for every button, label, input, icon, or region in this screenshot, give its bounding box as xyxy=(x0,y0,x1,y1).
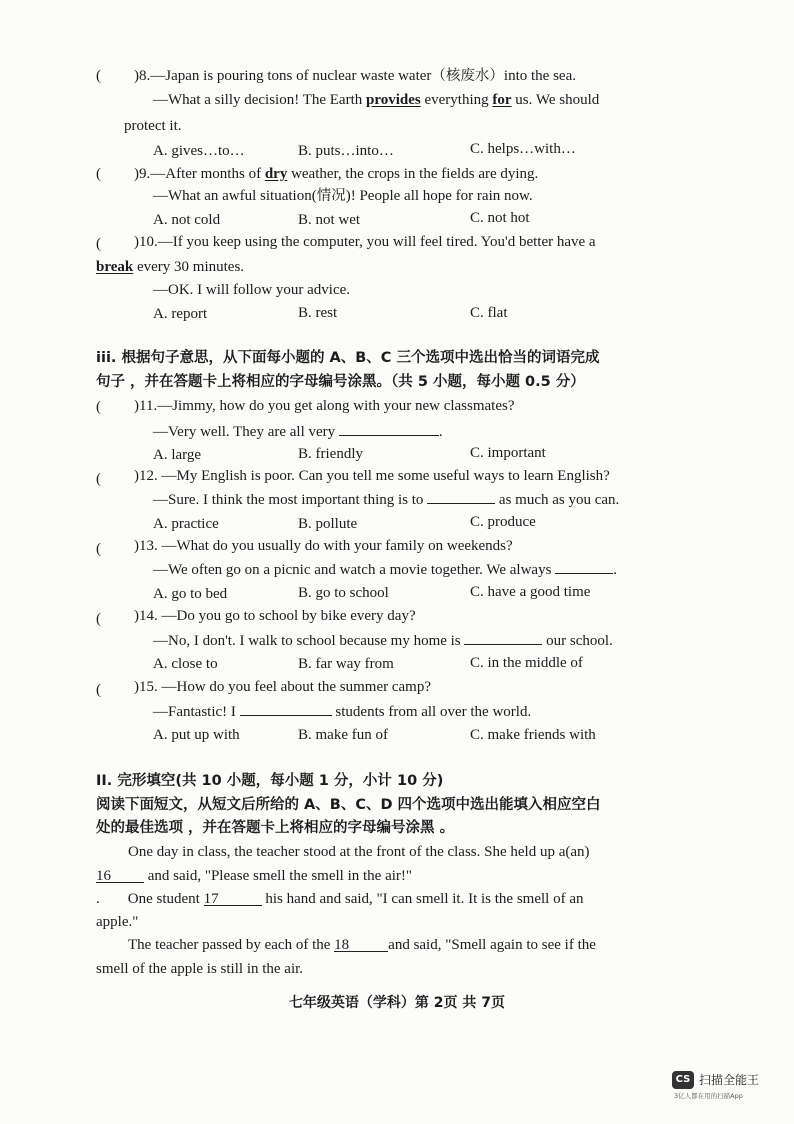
passage-line-1: One day in class, the teacher stood at the front of the class. She held up a(an) xyxy=(128,844,590,860)
passage-line-5: The teacher passed by each of the 18 and said, "Smell again to see if the xyxy=(128,937,596,953)
part2-instructions-1: 阅读下面短文，从短文后所给的 A、B、C、D 四个选项中选出能填入相应空白 xyxy=(96,797,601,813)
q15-line2: —Fantastic! I students from all over the world. xyxy=(153,701,531,722)
q11-option-a: A. large xyxy=(153,447,202,463)
q13-line1: )13. —What do you usually do with your family on weekends? xyxy=(134,538,513,554)
watermark-name: 扫描全能王 xyxy=(699,1073,760,1087)
q15-blank xyxy=(240,701,332,716)
q9-paren: ( xyxy=(96,166,101,182)
q10-line1: )10.—If you keep using the computer, you will feel tired. You'd better have a xyxy=(134,234,596,250)
q9-line1: )9.—After months of dry weather, the crops in the fields are dying. xyxy=(134,166,539,182)
q12-option-a: A. practice xyxy=(153,516,219,532)
q8-option-c: C. helps…with… xyxy=(470,141,576,157)
q8-line3: protect it. xyxy=(124,118,182,134)
q9-option-b: B. not wet xyxy=(298,212,361,228)
q12-paren: ( xyxy=(96,471,101,487)
q14-option-c: C. in the middle of xyxy=(470,655,583,671)
q13-option-a: A. go to bed xyxy=(153,586,228,602)
q14-line2: —No, I don't. I walk to school because my home is our school. xyxy=(153,630,613,651)
passage-line-3: . One student 17 his hand and said, "I can smell it. It is the smell of an xyxy=(96,891,584,907)
q10-option-b: B. rest xyxy=(298,305,338,321)
passage-line-4: apple." xyxy=(96,914,139,930)
q13-option-b: B. go to school xyxy=(298,585,389,601)
q10-line2: break every 30 minutes. xyxy=(96,259,245,275)
q12-option-b: B. pollute xyxy=(298,516,358,532)
q10-paren: ( xyxy=(96,236,101,252)
q13-line2: —We often go on a picnic and watch a movie together. We always . xyxy=(153,559,617,580)
q9-option-c: C. not hot xyxy=(470,210,530,226)
section3-instructions: 句子 ，并在答题卡上将相应的字母编号涂黑。（共 5 小题，每小题 0.5 分） xyxy=(96,374,585,390)
q13-paren: ( xyxy=(96,541,101,557)
q11-paren: ( xyxy=(96,399,101,415)
q15-option-a: A. put up with xyxy=(153,727,240,743)
q10-line3: —OK. I will follow your advice. xyxy=(153,282,351,298)
q8-paren: ( xyxy=(96,68,101,84)
q8-option-b: B. puts…into… xyxy=(298,143,394,159)
q14-blank xyxy=(464,630,542,645)
part2-title: II. 完形填空(共 10 小题，每小题 1 分，小计 10 分) xyxy=(96,773,444,789)
q10-option-a: A. report xyxy=(153,306,208,322)
q8-option-a: A. gives…to… xyxy=(153,143,245,159)
q8-line2: —What a silly decision! The Earth provides everything for us. We should xyxy=(153,92,600,108)
q9-option-a: A. not cold xyxy=(153,212,221,228)
q12-option-c: C. produce xyxy=(470,514,536,530)
q12-line2: —Sure. I think the most important thing is to as much as you can. xyxy=(153,489,619,510)
q12-blank xyxy=(427,489,495,504)
q15-line1: )15. —How do you feel about the summer camp? xyxy=(134,679,432,695)
passage-line-2: 16 and said, "Please smell the smell in the air!" xyxy=(96,868,413,884)
passage-line-6: smell of the apple is still in the air. xyxy=(96,961,304,977)
q11-line2: —Very well. They are all very . xyxy=(153,421,443,442)
q15-option-c: C. make friends with xyxy=(470,727,596,743)
blank-16: 16 xyxy=(96,866,144,883)
q11-option-c: C. important xyxy=(470,445,546,461)
q11-option-b: B. friendly xyxy=(298,446,363,462)
q15-option-b: B. make fun of xyxy=(298,727,388,743)
blank-17: 17 xyxy=(204,889,262,906)
part2-instructions-2: 处的最佳选项 ，并在答题卡上将相应的字母编号涂黑 。 xyxy=(96,820,455,836)
page-footer: 七年级英语（学科）第 2页 共 7页 xyxy=(288,995,506,1011)
q10-option-c: C. flat xyxy=(470,305,508,321)
section3-heading: iii. 根据句子意思，从下面每小题的 A、B、C 三个选项中选出恰当的词语完成 xyxy=(96,350,600,366)
camscanner-logo-icon: CS xyxy=(672,1071,694,1089)
q15-paren: ( xyxy=(96,682,101,698)
q14-option-b: B. far way from xyxy=(298,656,394,672)
watermark-tagline: 3亿人都在用的扫描App xyxy=(674,1092,743,1100)
q14-line1: )14. —Do you go to school by bike every day? xyxy=(134,608,416,624)
q12-line1: )12. —My English is poor. Can you tell me some useful ways to learn English? xyxy=(134,468,610,484)
q14-paren: ( xyxy=(96,611,101,627)
q11-blank xyxy=(339,421,439,436)
blank-18: 18 xyxy=(334,935,388,952)
scanner-watermark xyxy=(672,1069,782,1105)
q14-option-a: A. close to xyxy=(153,656,218,672)
q8-line1: )8.—Japan is pouring tons of nuclear waste water（核废水）into the sea. xyxy=(134,68,576,84)
q13-option-c: C. have a good time xyxy=(470,584,591,600)
q13-blank xyxy=(555,559,613,574)
q9-line2: —What an awful situation(情况)! People all hope for rain now. xyxy=(153,188,533,204)
q11-line1: )11.—Jimmy, how do you get along with your new classmates? xyxy=(134,398,515,414)
